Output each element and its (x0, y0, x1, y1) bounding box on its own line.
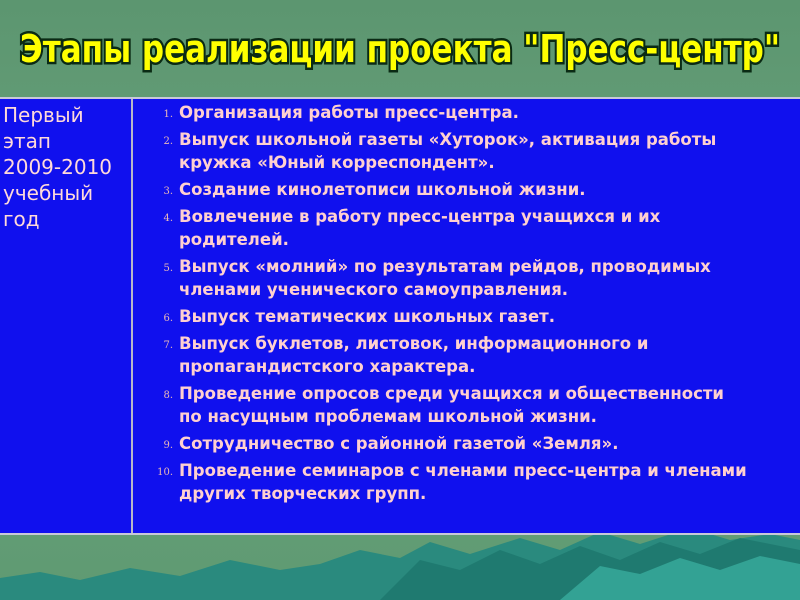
task-number: 10. (157, 467, 173, 478)
task-item (133, 305, 800, 328)
stage-label-line: этап (3, 129, 51, 153)
task-number: 2. (163, 136, 173, 147)
task-text-line: Вовлечение в работу пресс-центра учащихся и их (179, 207, 661, 226)
task-item (133, 459, 800, 505)
stage-label-line: 2009-2010 (3, 155, 113, 179)
task-text (177, 178, 797, 201)
task-text-line: Выпуск школьной газеты «Хуторок», активация работы (179, 130, 717, 149)
task-text-line: Проведение опросов среди учащихся и общественности (179, 384, 724, 403)
task-list (133, 101, 800, 505)
task-text-line: Проведение семинаров с членами пресс-центра и членами (179, 461, 747, 480)
task-text-line: Выпуск «молний» по результатам рейдов, проводимых (179, 257, 711, 276)
task-item (133, 255, 800, 301)
task-number: 9. (163, 440, 173, 451)
task-text (177, 432, 797, 455)
task-number: 7. (163, 340, 173, 351)
task-text-line: других творческих групп. (179, 484, 427, 503)
stages-table (0, 97, 800, 535)
task-text-line: Сотрудничество с районной газетой «Земля». (179, 434, 619, 453)
task-item (133, 382, 800, 428)
stage-label-cell (0, 99, 133, 533)
task-text (177, 255, 797, 301)
task-number: 4. (163, 213, 173, 224)
stage-label-line: Первый (3, 103, 84, 127)
task-item (133, 432, 800, 455)
task-text-line: Организация работы пресс-центра. (179, 103, 519, 122)
task-item (133, 128, 800, 174)
task-text-line: кружка «Юный корреспондент». (179, 153, 495, 172)
task-number: 5. (163, 263, 173, 274)
task-number: 3. (163, 186, 173, 197)
slide-title (0, 10, 800, 80)
task-item (133, 205, 800, 251)
stage-label-line: учебный (3, 181, 94, 205)
title-text: Этапы реализации проекта "Пресс-центр" (20, 27, 780, 71)
task-text-line: Создание кинолетописи школьной жизни. (179, 180, 586, 199)
task-text (177, 382, 797, 428)
task-item (133, 101, 800, 124)
tasks-cell (133, 99, 800, 533)
task-text (177, 305, 797, 328)
task-number: 6. (163, 313, 173, 324)
task-text-line: родителей. (179, 230, 289, 249)
task-text (177, 205, 797, 251)
task-text (177, 101, 797, 124)
task-item (133, 332, 800, 378)
task-text-line: по насущным проблемам школьной жизни. (179, 407, 597, 426)
task-text (177, 128, 797, 174)
task-text-line: Выпуск буклетов, листовок, информационного и (179, 334, 649, 353)
task-number: 8. (163, 390, 173, 401)
stage-label-line: год (3, 207, 40, 231)
task-text (177, 332, 797, 378)
task-item (133, 178, 800, 201)
task-number: 1. (163, 109, 173, 120)
task-text-line: пропагандистского характера. (179, 357, 476, 376)
task-text (177, 459, 797, 505)
task-text-line: членами ученического самоуправления. (179, 280, 569, 299)
task-text-line: Выпуск тематических школьных газет. (179, 307, 555, 326)
